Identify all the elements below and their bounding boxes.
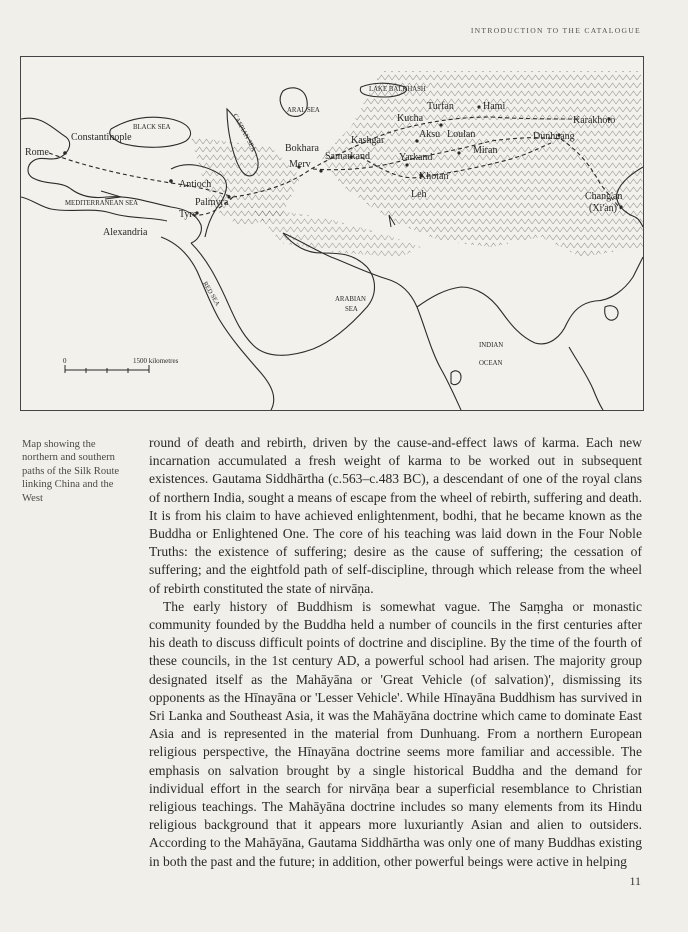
label-black-sea: BLACK SEA xyxy=(133,124,171,131)
mountain-ranges xyxy=(191,71,643,257)
silk-route-map xyxy=(20,56,644,411)
label-turfan: Turfan xyxy=(427,101,454,112)
label-antioch: Antioch xyxy=(179,179,212,190)
label-arabian-sea-1: ARABIAN xyxy=(335,296,366,303)
label-merv: Merv xyxy=(289,159,311,170)
label-hami: Hami xyxy=(483,101,506,112)
label-lake-balkhash: LAKE BALKHASH xyxy=(369,86,426,93)
label-khotan: Khotan xyxy=(419,171,449,182)
paragraph-2: The early history of Buddhism is somewhat vague. The Saṃgha or monastic community founded by the Buddha held a number of councils in the first centuries after his death to discuss difficult points of doctrine and discipline. By the time of the fourth of these councils, in the 1st century AD, a powerful school had arisen. The majority group designated itself as the Mahāyāna or 'Great Vehicle (of salvation)', dismissing its opponents as the Hīnayāna or 'Lesser Vehicle'. While Hīnayāna Buddhism has survived in Sri Lanka and Southeast Asia, it was the Mahāyāna doctrine which came to dominate East Asia and is represented in the material from Dunhuang. From a northern European religious perspective, the Hīnayāna doctrine seems more familiar and accessible. The emphasis on salvation brought by a single historical Buddha and the demand for individual effort in the search for nirvāṇa bear a superficial resemblance to Christian religious teachings. The Mahāyāna doctrine includes so many elements from its Hindu religious background that it appears more luxuriantly Asian and alien to outsiders. According to the Mahāyāna, Gautama Siddhārtha was only one of many Buddhas existing in both the past and the future; in addition, other powerful beings were active in helping xyxy=(149,598,642,869)
label-loulan: Loulan xyxy=(447,129,476,140)
label-kucha: Kucha xyxy=(397,113,424,124)
map-caption: Map showing the northern and southern paths of the Silk Route linking China and the West xyxy=(22,439,120,504)
label-xian: (Xi'an) xyxy=(589,203,617,214)
label-miran: Miran xyxy=(473,145,498,156)
label-aksu: Aksu xyxy=(419,129,441,140)
label-bokhara: Bokhara xyxy=(285,143,319,154)
label-arabian-sea-2: SEA xyxy=(345,306,358,313)
paragraph-1: round of death and rebirth, driven by the cause-and-effect laws of karma. Each new incarnation accumulated a fresh weight of karma to be worked out in subsequent existences. Gautama Siddhārtha (c.563–c.483 BC), a descendant of one of the royal clans of northern India, sought a means of escape from the wheel of rebirth, suffering and death. It is from his claim to have achieved enlightenment, bodhi, that he became known as the Buddha or Enlightened One. The core of his teaching was laid down in the Four Noble Truths: the existence of suffering; desire as the cause of suffering; the cessation of suffering; and the eightfold path of self-discipline, through which release from the wheel of rebirth constituted the state of nirvāṇa. xyxy=(149,435,642,596)
label-mediterranean-sea: MEDITERRANEAN SEA xyxy=(65,200,139,207)
label-aral-sea: ARAL SEA xyxy=(287,107,320,114)
label-yarkand: Yarkand xyxy=(399,152,433,163)
label-karakhoto: Karakhoto xyxy=(573,115,616,126)
label-indian-ocean-1: INDIAN xyxy=(479,342,504,349)
label-rome: Rome xyxy=(25,147,49,158)
label-caspian-sea: CASPIAN SEA xyxy=(231,112,258,153)
scale-bar xyxy=(65,365,149,373)
label-changan: Chang'an xyxy=(585,191,623,202)
label-kashgar: Kashgar xyxy=(351,135,385,146)
label-red-sea: RED SEA xyxy=(201,280,221,308)
label-dunhuang: Dunhuang xyxy=(533,131,575,142)
body-text xyxy=(149,434,642,871)
running-head: INTRODUCTION TO THE CATALOGUE xyxy=(470,26,641,35)
map-drawing xyxy=(21,57,643,410)
label-tyre: Tyre xyxy=(179,209,198,220)
label-constantinople: Constantinople xyxy=(71,132,132,143)
label-indian-ocean-2: OCEAN xyxy=(479,360,503,367)
scale-zero-label: 0 xyxy=(63,357,67,365)
page-number: 11 xyxy=(629,874,641,888)
label-samarkand: Samarkand xyxy=(325,151,370,162)
label-palmyra: Palmyra xyxy=(195,197,229,208)
scale-distance-label: 1500 kilometres xyxy=(133,357,179,365)
label-leh: Leh xyxy=(411,189,427,200)
label-alexandria: Alexandria xyxy=(103,227,148,238)
